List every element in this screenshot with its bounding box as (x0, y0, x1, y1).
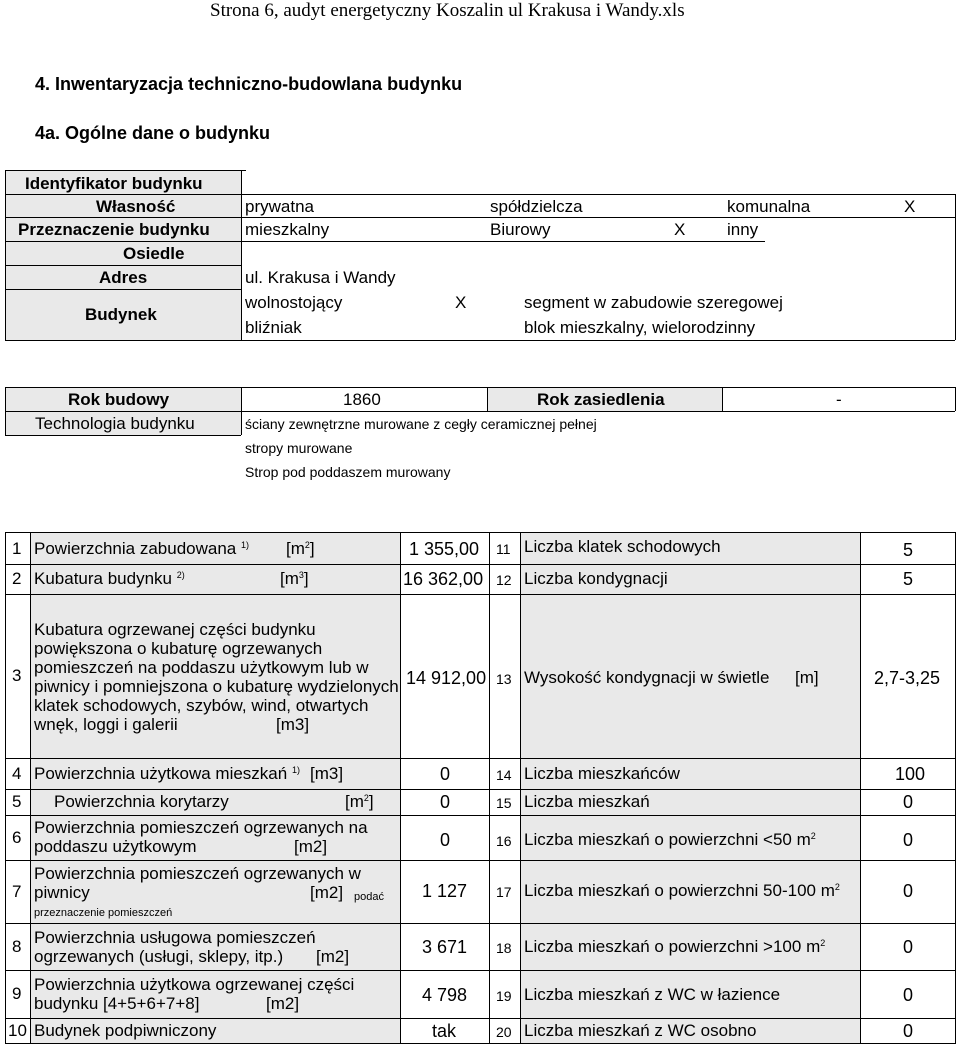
budynek-option-segment: segment w zabudowie szeregowej (524, 293, 783, 312)
row-6-value: 0 (440, 830, 451, 850)
wlasnosc-mark: X (904, 197, 916, 216)
row-13-unit: [m] (795, 668, 819, 687)
row-2-label: Kubatura budynku $^{2)}$ (34, 569, 185, 588)
row-7-label: Powierzchnia pomieszczeń ogrzewanych w piwnicy (34, 864, 361, 902)
row-18-value: 0 (903, 937, 914, 957)
row-15-label: Liczba mieszkań (524, 792, 650, 811)
row-12-no: 12 (496, 572, 512, 588)
row-11-no: 11 (496, 541, 511, 557)
row-7-value: 1 127 (422, 881, 468, 901)
row-8-label: Powierzchnia usługowa pomieszczeń ogrzewanych (usługi, sklepy, itp.) (34, 928, 316, 966)
row-16-value: 0 (903, 830, 914, 850)
budynek-label: Budynek (85, 305, 157, 324)
row-18-no: 18 (496, 940, 512, 956)
row-5-value: 0 (440, 792, 451, 812)
technologia-line-1: ściany zewnętrzne murowane z cegły ceramicznej pełnej (245, 416, 597, 432)
page-title: Strona 6, audyt energetyczny Koszalin ul Krakusa i Wandy.xls (210, 0, 685, 21)
row-20-label: Liczba mieszkań z WC osobno (524, 1021, 757, 1040)
row-3-value: 14 912,00 (406, 668, 487, 688)
przeznaczenie-mark: X (674, 220, 686, 239)
technologia-label: Technologia budynku (35, 414, 195, 433)
row-1-label: Powierzchnia zabudowana $^{1)}$ (34, 539, 249, 558)
wlasnosc-label: Własność (96, 197, 176, 216)
row-9-unit: [m2] (266, 994, 300, 1013)
row-16-no: 16 (496, 833, 512, 849)
przeznaczenie-option-mieszkalny: mieszkalny (245, 220, 330, 239)
budynek-option-blok: blok mieszkalny, wielorodzinny (524, 318, 756, 337)
row-13-value: 2,7-3,25 (874, 668, 941, 688)
row-2-no: 2 (12, 569, 22, 588)
technologia-line-2: stropy murowane (245, 440, 353, 456)
identyfikator-label: Identyfikator budynku (25, 174, 203, 193)
row-19-label: Liczba mieszkań z WC w łazience (524, 985, 781, 1004)
row-9-value: 4 798 (422, 985, 468, 1005)
row-17-no: 17 (496, 884, 512, 900)
row-4-unit: [m3] (310, 764, 344, 783)
przeznaczenie-option-inny: inny (727, 220, 759, 239)
przeznaczenie-option-biurowy: Biurowy (490, 220, 551, 239)
row-1-no: 1 (12, 539, 22, 558)
row-18-label: Liczba mieszkań o powierzchni >100 $m^2$ (524, 937, 826, 956)
row-12-label: Liczba kondygnacji (524, 569, 668, 588)
budynek-mark: X (455, 293, 467, 312)
row-3-label: Kubatura ogrzewanej części budynku powiększona o kubaturę ogrzewanych pomieszczeń na poddaszu użytkowym lub w piwnicy i pomniejszona o kubaturę wydzielonych klatek schodowych, szybów, wind, otwartych wnęk, loggi i galerii (34, 620, 399, 734)
row-17-label: Liczba mieszkań o powierzchni 50-100 $m^2$ (524, 881, 840, 900)
row-8-unit: [m2] (316, 947, 350, 966)
rok-zasiedlenia-label: Rok zasiedlenia (537, 390, 665, 409)
row-4-label: Powierzchnia użytkowa mieszkań $^{1)}$ (34, 764, 300, 783)
row-15-value: 0 (903, 792, 914, 812)
row-10-no: 10 (8, 1021, 27, 1040)
rok-budowy-value: 1860 (343, 390, 381, 409)
rok-budowy-label: Rok budowy (68, 390, 170, 409)
row-1-unit: $[m^2]$ (286, 539, 315, 558)
row-10-label: Budynek podpiwniczony (34, 1021, 217, 1040)
row-1-value: 1 355,00 (409, 539, 480, 559)
row-14-label: Liczba mieszkańców (524, 764, 680, 783)
row-11-label: Liczba klatek schodowych (524, 537, 721, 556)
row-14-no: 14 (496, 767, 512, 783)
row-6-unit: [m2] (294, 837, 328, 856)
row-19-no: 19 (496, 988, 512, 1004)
row-14-value: 100 (895, 764, 926, 784)
row-6-label: Powierzchnia pomieszczeń ogrzewanych na poddaszu użytkowym (34, 818, 368, 856)
row-12-value: 5 (903, 569, 914, 589)
rok-zasiedlenia-value: - (836, 390, 842, 409)
row-5-unit: $[m^2]$ (345, 792, 374, 811)
technologia-line-3: Strop pod poddaszem murowany (245, 464, 451, 480)
row-9-label: Powierzchnia użytkowa ogrzewanej części budynku [4+5+6+7+8] (34, 975, 355, 1013)
row-8-value: 3 671 (422, 937, 468, 957)
wlasnosc-option-komunalna: komunalna (727, 197, 811, 216)
row-8-no: 8 (12, 937, 22, 956)
section-title: 4. Inwentaryzacja techniczno-budowlana budynku (35, 74, 463, 94)
wlasnosc-option-spoldzielcza: spółdzielcza (490, 197, 583, 216)
row-10-value: tak (432, 1021, 457, 1041)
row-7-unit: [m2] (310, 883, 344, 902)
row-7-no: 7 (12, 882, 22, 901)
row-20-no: 20 (496, 1024, 512, 1040)
row-15-no: 15 (496, 795, 512, 811)
row-6-no: 6 (12, 828, 22, 847)
row-7-extra: podać (354, 891, 384, 903)
przeznaczenie-label: Przeznaczenie budynku (18, 220, 210, 239)
osiedle-label: Osiedle (123, 244, 185, 263)
row-9-no: 9 (12, 984, 22, 1003)
row-19-value: 0 (903, 985, 914, 1005)
subsection-title: 4a. Ogólne dane o budynku (35, 123, 271, 143)
row-7-extra2: przeznaczenie pomieszczeń (34, 907, 173, 919)
adres-label: Adres (99, 268, 148, 287)
row-17-value: 0 (903, 881, 914, 901)
row-2-value: 16 362,00 (403, 569, 484, 589)
row-20-value: 0 (903, 1021, 914, 1041)
row-11-value: 5 (903, 540, 914, 560)
wlasnosc-option-prywatna: prywatna (245, 197, 314, 216)
budynek-option-wolnostojacy: wolnostojący (245, 293, 343, 312)
row-5-label: Powierzchnia korytarzy (54, 792, 229, 811)
row-3-unit: [m3] (276, 715, 310, 734)
row-5-no: 5 (12, 792, 22, 811)
adres-value: ul. Krakusa i Wandy (245, 268, 396, 287)
budynek-option-blizniak: bliźniak (245, 318, 302, 337)
row-4-no: 4 (12, 764, 22, 783)
row-13-label: Wysokość kondygnacji w świetle (524, 668, 770, 687)
row-2-unit: $[m^3]$ (280, 569, 309, 588)
row-13-no: 13 (496, 671, 512, 687)
row-16-label: Liczba mieszkań o powierzchni <50 $m^2$ (524, 830, 816, 849)
row-3-no: 3 (12, 666, 22, 685)
row-4-value: 0 (440, 764, 451, 784)
